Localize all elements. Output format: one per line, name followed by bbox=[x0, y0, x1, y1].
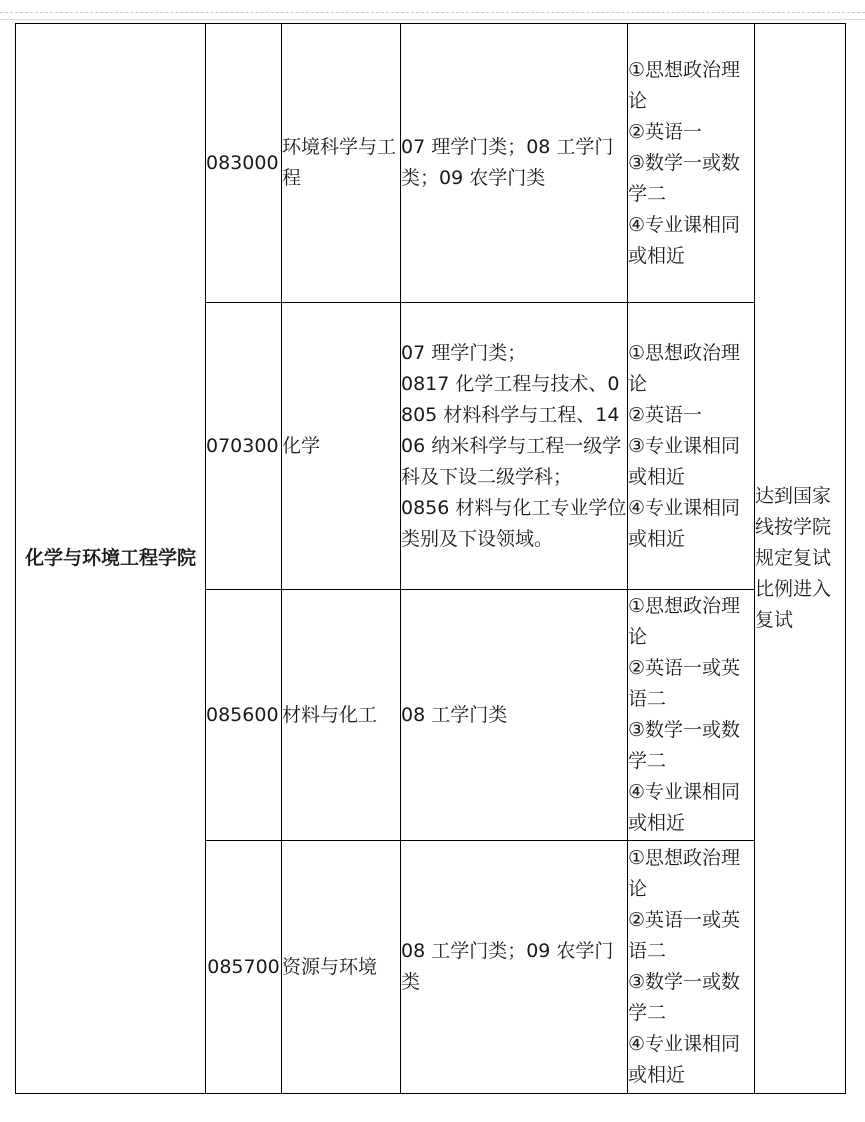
major-name: 材料与化工 bbox=[282, 703, 378, 726]
exam-subject: ④专业课相同或相近 bbox=[628, 496, 741, 550]
requirement-line: 07 理学门类； bbox=[401, 341, 527, 364]
requirement-cell bbox=[401, 590, 628, 841]
major-name-cell bbox=[282, 590, 401, 841]
exam-subjects-cell bbox=[628, 303, 755, 590]
college-name-cell bbox=[16, 24, 206, 1094]
table-row bbox=[16, 24, 846, 303]
exam-subject: ④专业课相同或相近 bbox=[628, 213, 741, 267]
exam-subject: ②英语一或英语二 bbox=[628, 657, 741, 710]
requirement-line: 0817 化学工程与技术、0805 材料科学与工程、1406 纳米科学与工程一级学科及下设二级学科； bbox=[401, 372, 622, 488]
major-code: 085700 bbox=[207, 955, 280, 978]
requirement-cell bbox=[401, 841, 628, 1094]
exam-subject: ①思想政治理论 bbox=[628, 341, 741, 395]
exam-subject: ①思想政治理论 bbox=[628, 58, 741, 112]
major-code: 085600 bbox=[206, 703, 279, 726]
major-code-cell bbox=[206, 303, 282, 590]
exam-subjects-cell bbox=[628, 841, 755, 1094]
exam-subject: ④专业课相同或相近 bbox=[628, 781, 741, 834]
exam-subject: ③数学一或数学二 bbox=[628, 151, 741, 205]
exam-subject: ③专业课相同或相近 bbox=[628, 434, 741, 488]
page-header-rule bbox=[0, 12, 865, 13]
exam-subject: ②英语一或英语二 bbox=[628, 909, 741, 962]
major-name-cell bbox=[282, 303, 401, 590]
exam-subject: ④专业课相同或相近 bbox=[628, 1033, 741, 1086]
requirement-line: 07 理学门类；08 工学门类；09 农学门类 bbox=[401, 136, 614, 189]
major-code-cell bbox=[206, 841, 282, 1094]
retest-policy-cell bbox=[755, 24, 846, 1094]
requirement-cell bbox=[401, 24, 628, 303]
exam-subject: ①思想政治理论 bbox=[628, 847, 741, 900]
college-name: 化学与环境工程学院 bbox=[24, 547, 196, 569]
admission-table bbox=[15, 23, 846, 1094]
exam-subject: ①思想政治理论 bbox=[628, 595, 741, 648]
major-code: 070300 bbox=[206, 434, 279, 457]
requirement-line: 08 工学门类 bbox=[401, 703, 508, 726]
exam-subject: ③数学一或数学二 bbox=[628, 971, 741, 1024]
requirement-line: 08 工学门类；09 农学门类 bbox=[401, 940, 614, 993]
exam-subjects-cell bbox=[628, 590, 755, 841]
page-header-rule-lower bbox=[0, 19, 865, 20]
major-name-cell bbox=[282, 24, 401, 303]
major-name-cell bbox=[282, 841, 401, 1094]
requirement-line: 0856 材料与化工专业学位类别及下设领域。 bbox=[401, 496, 627, 550]
major-name: 环境科学与工程 bbox=[282, 136, 397, 189]
major-code-cell bbox=[206, 24, 282, 303]
retest-policy: 达到国家线按学院规定复试比例进入复试 bbox=[755, 485, 832, 631]
major-name: 资源与环境 bbox=[282, 955, 378, 978]
exam-subject: ②英语一 bbox=[628, 120, 703, 143]
major-code: 083000 bbox=[206, 151, 279, 174]
exam-subject: ②英语一 bbox=[628, 403, 703, 426]
exam-subjects-cell bbox=[628, 24, 755, 303]
exam-subject: ③数学一或数学二 bbox=[628, 719, 741, 772]
major-name: 化学 bbox=[282, 434, 321, 457]
requirement-cell bbox=[401, 303, 628, 590]
major-code-cell bbox=[206, 590, 282, 841]
